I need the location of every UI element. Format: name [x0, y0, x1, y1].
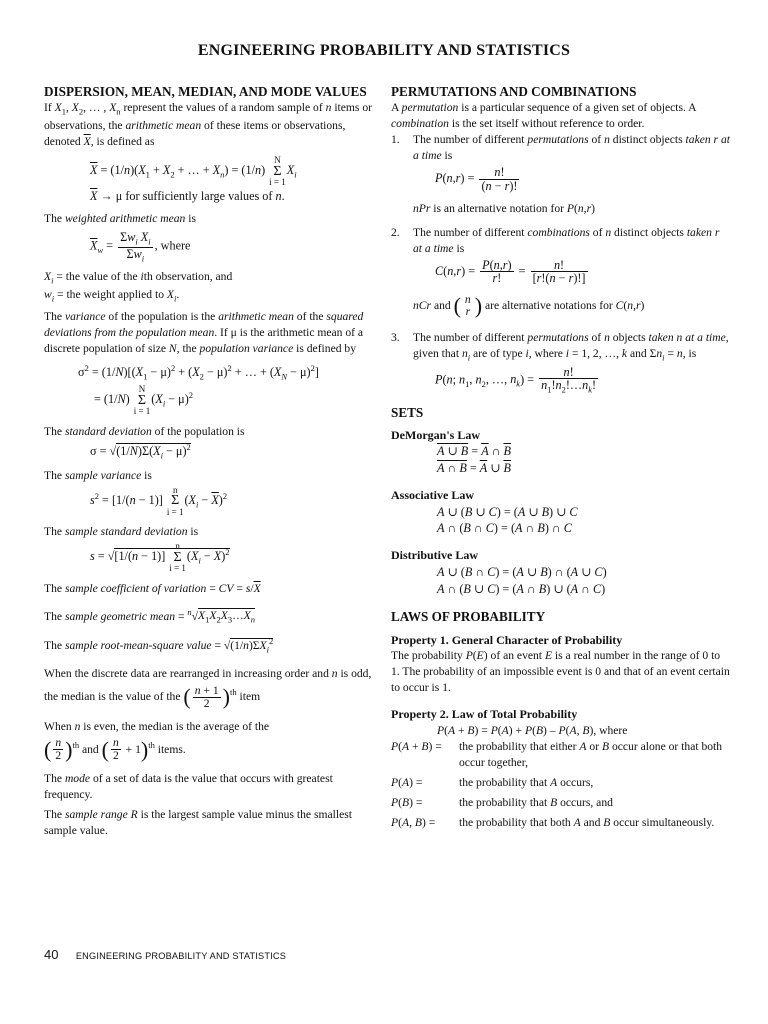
total-probability-equation: P(A + B) = P(A) + P(B) – P(A, B), where: [437, 723, 628, 737]
npr-note: nPr is an alternative notation for P(n,r): [413, 201, 595, 215]
definition-row: [391, 795, 731, 815]
combination-equation: C(n,r) = $\frac{P(n,r)}{r!}$ = $\frac{n!}{[r!(n - r)!]}$: [435, 257, 586, 286]
right-column: [391, 84, 731, 835]
definition-desc: the probability that both A and B occur simultaneously.: [459, 815, 715, 829]
property-2-heading: Property 2. Law of Total Probability: [391, 707, 578, 722]
ncr-note: nCr and ( n r ) are alternative notations for C(n,r): [413, 293, 645, 319]
associative-law-1: A ∪ (B ∪ C) = (A ∪ B) ∪ C: [437, 504, 578, 519]
page-number: 40: [44, 947, 59, 962]
median-odd-text: When the discrete data are rearranged in increasing order and n is odd, the median is the value of the ( $\frac{n + 1}{2}$ )$^{th}$ item: [44, 667, 372, 711]
rms-text: The sample root-mean-square value = $√(1/n)\Sigma X_i^2$: [44, 636, 274, 655]
median-even-text-1: When n is even, the median is the average of the: [44, 719, 270, 733]
demorgan-law-2: A ∩ $B = \overline{A}$ ∪ $\overline{B}$: [437, 461, 511, 476]
mean-limit-equation: $\overline{X} \to \mu$ for sufficiently large values of n.: [90, 189, 285, 204]
associative-law-2: A ∩ (B ∩ C) = (A ∩ B) ∩ C: [437, 521, 572, 536]
definition-desc: the probability that A occurs,: [459, 775, 594, 789]
section-heading-laws: LAWS OF PROBABILITY: [391, 609, 546, 625]
variance-text: The variance of the population is the arithmetic mean of the squared deviations from the population mean. If μ is the arithmetic mean of a discrete population of size N, the population variance is defined by: [44, 310, 364, 356]
cv-text: The sample coefficient of variation = CV = $s/\overline{X}$: [44, 581, 261, 595]
xi-definition: $X_i$ = the value of the ith observation, and: [44, 270, 233, 286]
variance-equation-1: $\sigma^2 = (1/N)[(X_1 - \mu)^2 + (X_2 - \mu)^2$ + … + $(X_N - \mu)^2$]: [78, 363, 319, 382]
definition-desc: the probability that either A or B occur alone or that both occur together,: [459, 739, 723, 769]
definition-row: [391, 815, 731, 835]
weighted-mean-equation: $\overline{X}_w$ = $\frac{\Sigma w_i X_i}{\Sigma w_i}$ , where: [90, 230, 191, 264]
list-item: 3. The number of different permutations of n objects taken n at a time, given that $n_i$ are of type i, where i = 1, 2, …, k and $\Sigma n_i = n$, is P(n; $n_1$, $n_2$, …, $n_k$) = $\frac{n!}{n_1!n_2!\dots n_k!}$: [391, 330, 731, 401]
definition-term: P(A + B) =: [391, 739, 442, 753]
mode-text: The mode of a set of data is the value that occurs with greatest frequency.: [44, 772, 333, 802]
definition-term: P(B) =: [391, 795, 423, 809]
page-title: ENGINEERING PROBABILITY AND STATISTICS: [197, 42, 571, 59]
median-even-text-2: ( $\frac{n}{2}$ )$^{th}$ and ( $\frac{n}{2}$ + 1)$^{th}$ items.: [44, 736, 186, 763]
geometric-mean-text: The sample geometric mean = $^n√X_1X_2X_3\dots X_n$: [44, 606, 255, 625]
wi-definition: $w_i$ = the weight applied to $X_i$.: [44, 288, 180, 304]
section-heading-sets: SETS: [391, 404, 424, 420]
definition-row: [391, 775, 731, 795]
distributive-heading: Distributive Law: [391, 548, 478, 563]
section-heading-dispersion: DISPERSION, MEAN, MEDIAN, AND MODE VALUES: [44, 84, 367, 99]
mean-intro-text: If $X_1$, $X_2$, … , $X_n$ represent the values of a random sample of n items or observations, the arithmetic mean of these items or observations, denoted $\overline{X}$, is defined as: [44, 101, 372, 149]
section-heading-permutations: PERMUTATIONS AND COMBINATIONS: [391, 84, 637, 99]
property-1-text: The probability P(E) of an event E is a real number in the range of 0 to 1. The probability of an impossible event is 0 and that of an event certain to occur is 1.: [391, 649, 730, 695]
sd-text: The standard deviation of the population is: [44, 424, 245, 438]
demorgan-heading: DeMorgan's Law: [391, 427, 480, 442]
demorgan-law-1: A ∪ $B = \overline{A}$ ∩ $\overline{B}$: [437, 444, 511, 459]
property-1-heading: Property 1. General Character of Probability: [391, 632, 623, 647]
variance-equation-2: = (1/N) N Σ $i = 1(X_i - \mu)^2$: [94, 384, 193, 417]
mean-equation: $\overline{X} = (1/n)(X_1 + X_2$ + … + $X_n) = (1/n)$ N Σ $i = 1X_i$: [90, 155, 297, 187]
multinomial-equation: P(n; $n_1$, $n_2$, …, $n_k$) = $\frac{n!}{n_1!n_2!\dots n_k!}$: [435, 364, 597, 395]
definition-row: [391, 739, 731, 775]
list-item: 2. The number of different combinations of n distinct objects taken r at a time is C(n,r) = $\frac{P(n,r)}{r!}$ = $\frac{n!}{[r!(n - r)!]}$ nCr and ( n r ) are alternative notations for C(n,r): [391, 225, 731, 330]
definition-desc: the probability that B occurs, and: [459, 795, 613, 809]
permutation-equation: P(n,r) = $\frac{n!}{(n - r)!}$: [435, 165, 518, 193]
distributive-law-1: A ∪ (B ∩ C) = (A ∪ B) ∩ (A ∪ C): [437, 564, 607, 579]
sd-equation: $\sigma = √(1/N)\Sigma(X_i - \mu)^2$: [90, 441, 191, 461]
probability-definitions: [391, 739, 731, 835]
range-text: The sample range R is the largest sample value minus the smallest sample value.: [44, 808, 352, 837]
footer-text: ENGINEERING PROBABILITY AND STATISTICS: [75, 951, 287, 961]
definition-term: P(A, B) =: [391, 815, 436, 829]
associative-heading: Associative Law: [391, 488, 474, 503]
sample-sd-equation: s = √[1/(n − 1)] n Σ $i = 1(X_i - \overline{X})^2$: [90, 541, 230, 574]
page-footer: [44, 946, 286, 964]
left-column: [44, 84, 374, 839]
permutation-intro: A permutation is a particular sequence of a given set of objects. A combination is the set itself without reference to order.: [391, 101, 696, 131]
distributive-law-2: A ∩ (B ∪ C) = (A ∩ B) ∪ (A ∩ C): [437, 581, 606, 596]
sample-variance-equation: $s^2 = [1/(n - 1)]$ n Σ $i = 1(X_i - \overline{X})^2$: [90, 484, 228, 517]
weighted-mean-intro: The weighted arithmetic mean is: [44, 212, 196, 226]
definition-term: P(A) =: [391, 775, 423, 789]
list-item: 1. The number of different permutations of n distinct objects taken r at a time is P(n,r) = $\frac{n!}{(n - r)!}$ nPr is an alternative notation for P(n,r): [391, 133, 730, 215]
sample-sd-text: The sample standard deviation is: [44, 525, 199, 539]
sample-variance-text: The sample variance is: [44, 468, 152, 482]
